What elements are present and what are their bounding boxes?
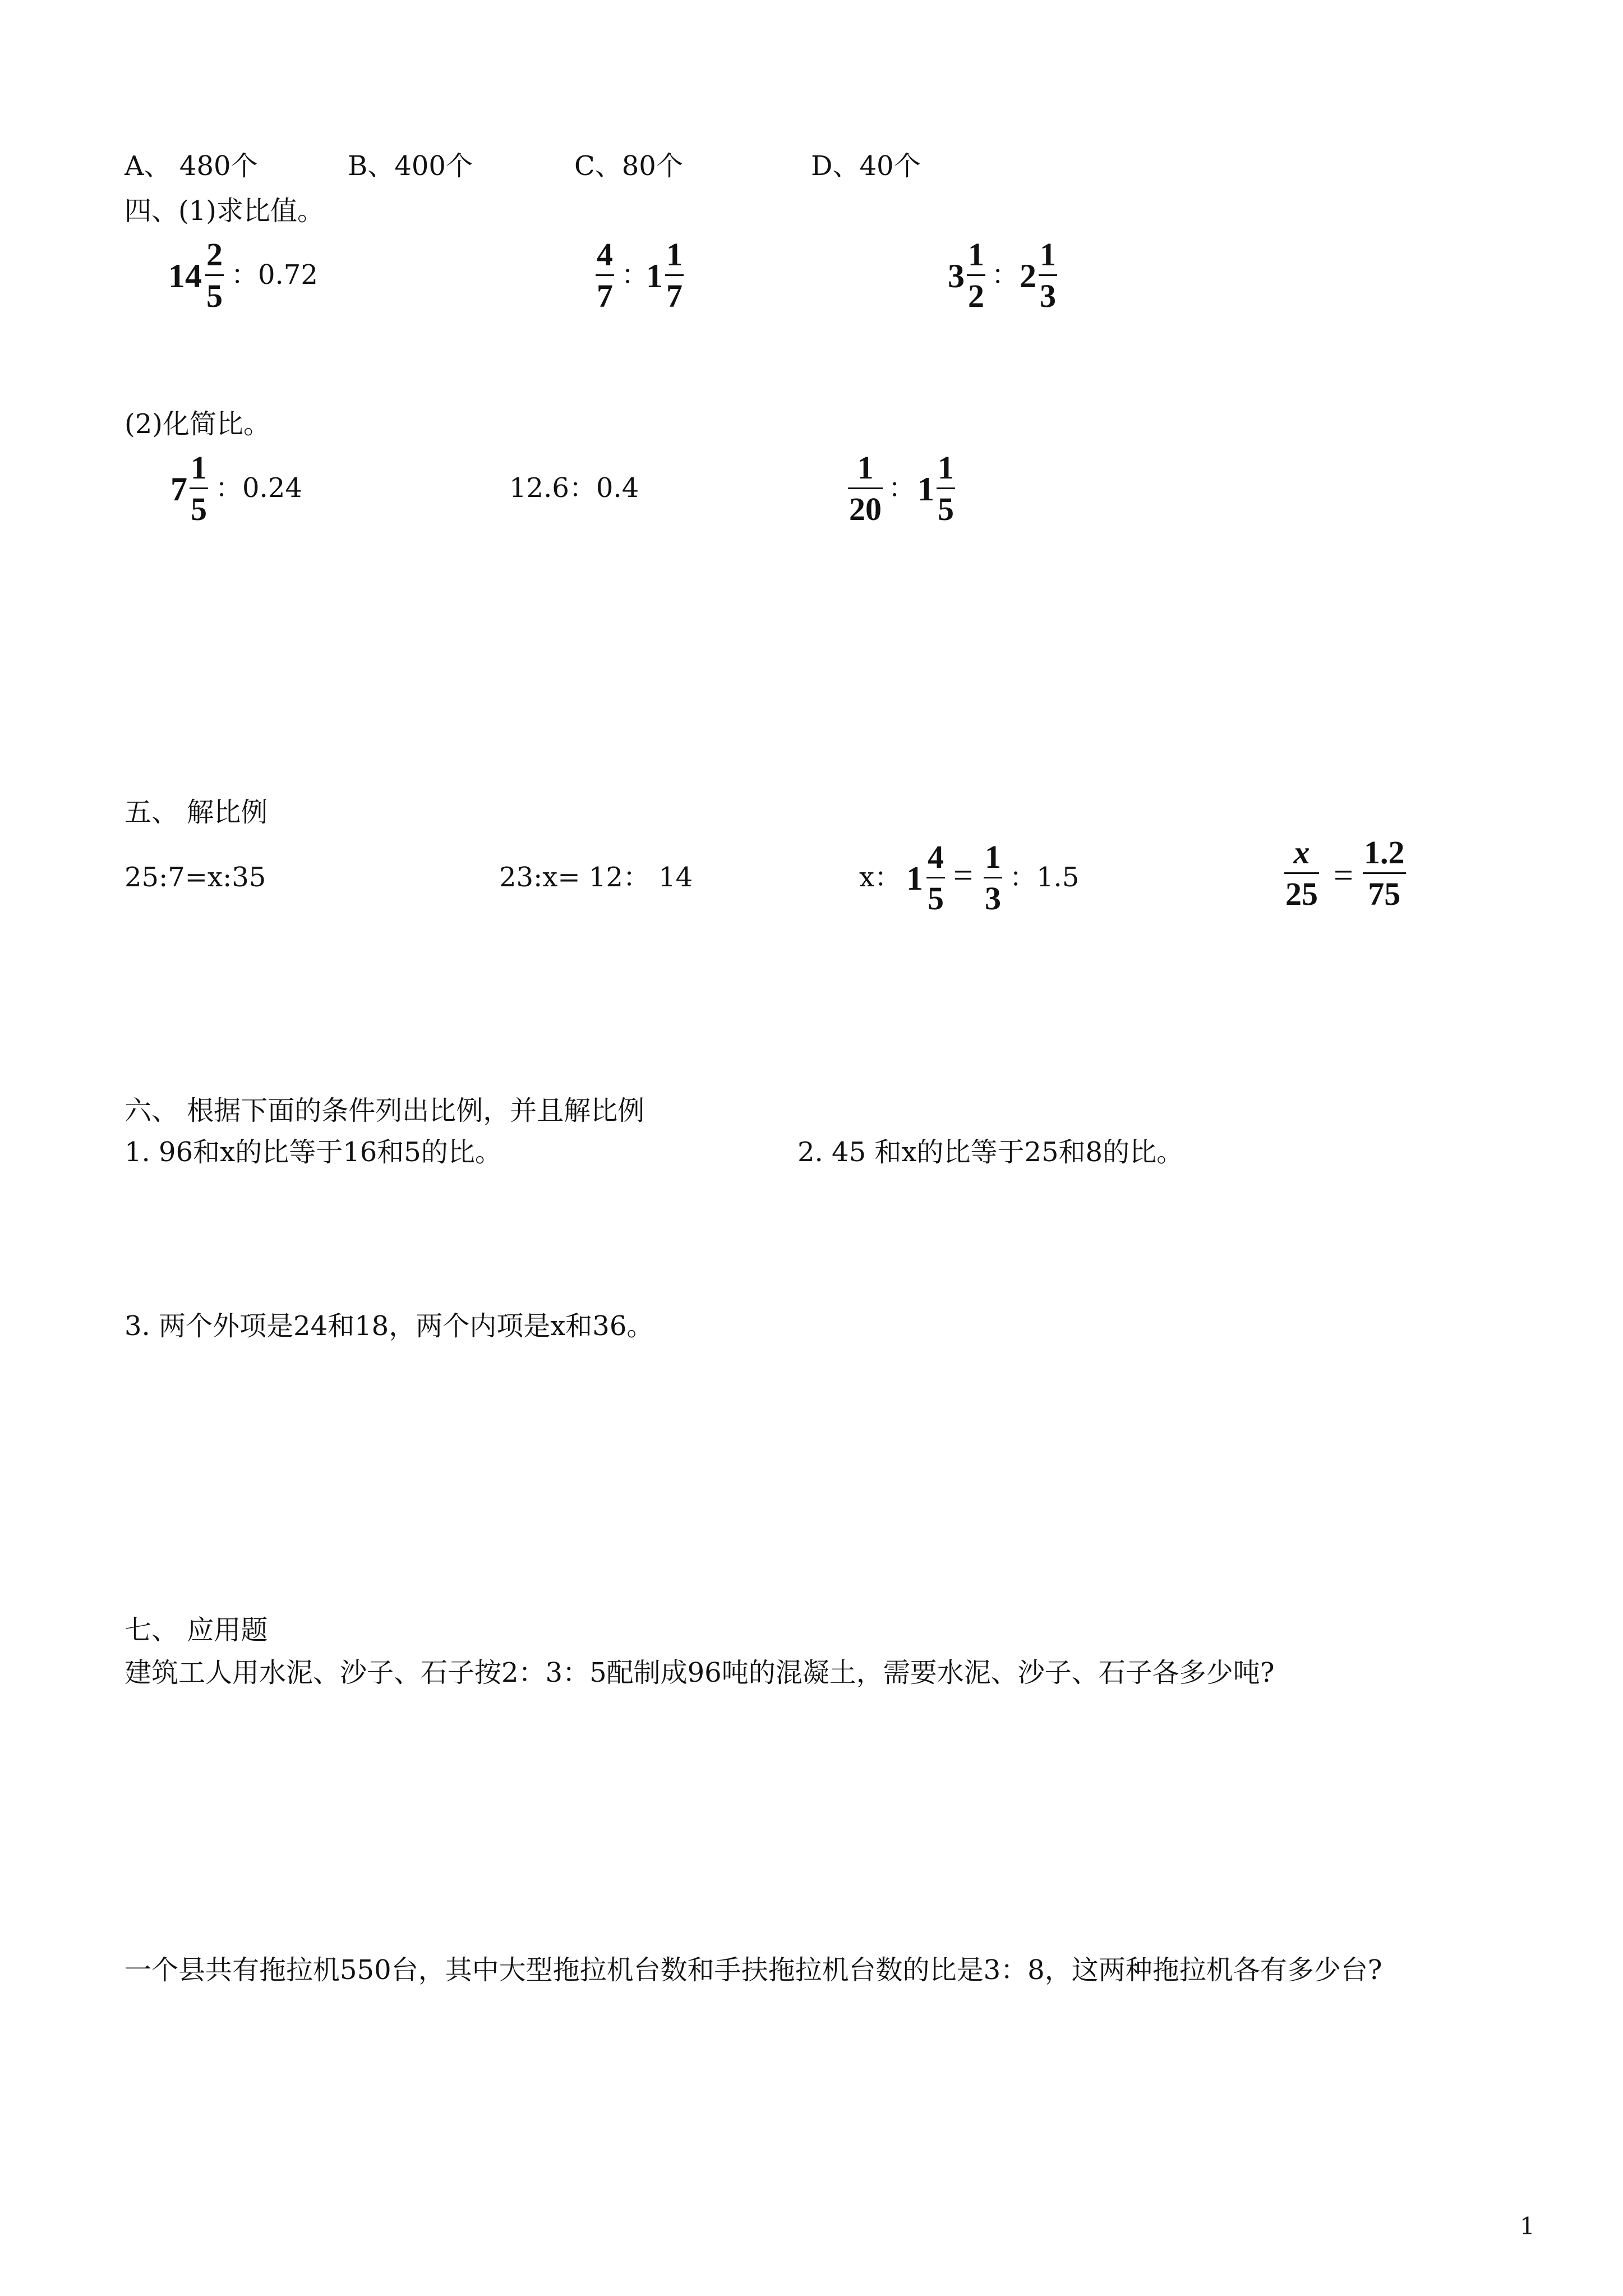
mixed-whole: 14 [168, 257, 202, 295]
denominator: 25 [1285, 876, 1318, 913]
fraction [1363, 834, 1406, 913]
fraction [937, 451, 955, 526]
option-d: D、40个 [811, 150, 921, 182]
numerator: 1 [191, 449, 207, 486]
numerator: x [1293, 834, 1310, 871]
fraction [848, 451, 883, 526]
numerator: 2 [206, 236, 223, 273]
denominator: 7 [597, 278, 613, 315]
section-5-heading: 五、 解比例 [125, 797, 268, 828]
denominator: 3 [985, 880, 1001, 917]
denominator: 5 [928, 880, 944, 917]
fraction-bar [848, 487, 883, 489]
fraction [967, 236, 985, 315]
denominator: 75 [1368, 876, 1401, 913]
fraction-bar [926, 877, 945, 878]
fraction [926, 840, 945, 915]
numerator: 1 [985, 839, 1001, 875]
denominator: 7 [666, 278, 683, 315]
numerator: 1.2 [1364, 834, 1405, 871]
numerator: 1 [857, 449, 874, 486]
option-c: C、80个 [574, 150, 683, 182]
ratio-rest: ：1.5 [1009, 862, 1080, 893]
fraction [596, 236, 614, 315]
word-problem-1: 建筑工人用水泥、沙子、石子按2：3：5配制成96吨的混凝土，需要水泥、沙子、石子各多少吨? [125, 1657, 1275, 1688]
numerator: 4 [928, 839, 944, 875]
fraction-bar [984, 877, 1002, 878]
numerator: 1 [666, 236, 683, 273]
denominator: 5 [191, 491, 207, 528]
fraction-bar [967, 274, 985, 276]
denominator: 5 [206, 278, 223, 315]
fraction-bar [1039, 274, 1057, 276]
section-6-heading: 六、 根据下面的条件列出比例，并且解比例 [125, 1095, 645, 1126]
proportion-eq-1: 25:7=x:35 [125, 862, 266, 893]
fraction [665, 236, 684, 315]
fraction-bar [190, 487, 208, 489]
fraction [1039, 236, 1057, 315]
fraction [190, 451, 208, 526]
option-b: B、400个 [348, 150, 473, 182]
equals-sign: = [953, 857, 973, 895]
question-1: 1. 96和x的比等于16和5的比。 [125, 1137, 502, 1168]
denominator: 3 [1040, 278, 1056, 315]
numerator: 1 [1040, 236, 1056, 273]
ratio-rest: ：0.72 [231, 259, 318, 291]
ratio-rest: ：0.24 [215, 472, 302, 504]
equals-sign: = [1334, 857, 1353, 895]
mixed-whole: 1 [906, 860, 923, 897]
proportion-eq-2: 23:x= 12： 14 [499, 862, 693, 893]
fraction-bar [596, 274, 614, 276]
denominator: 5 [938, 491, 954, 528]
ratio-separator: ： [992, 259, 1019, 291]
eq-prefix: x： [859, 862, 902, 893]
simplify-item-2: 12.6：0.4 [509, 472, 639, 504]
section-4-sub2-heading: (2)化简比。 [125, 408, 270, 440]
mixed-whole: 2 [1020, 257, 1036, 295]
fraction [1284, 834, 1319, 913]
word-problem-2: 一个县共有拖拉机550台，其中大型拖拉机台数和手扶拖拉机台数的比是3：8，这两种拖拉机各有多少台? [125, 1954, 1382, 1986]
section-4-heading: 四、(1)求比值。 [125, 195, 324, 227]
question-2: 2. 45 和x的比等于25和8的比。 [797, 1137, 1184, 1168]
ratio-separator: ： [621, 259, 649, 291]
fraction-bar [205, 274, 224, 276]
numerator: 4 [597, 236, 613, 273]
fraction [984, 840, 1002, 915]
numerator: 1 [938, 449, 954, 486]
fraction-bar [1363, 872, 1406, 874]
mixed-whole: 3 [948, 257, 965, 295]
denominator: 20 [849, 491, 882, 528]
ratio-separator: ： [888, 472, 916, 504]
option-a: A、 480个 [125, 150, 258, 182]
page-number: 1 [1520, 2212, 1535, 2240]
fraction-bar [665, 274, 684, 276]
fraction-bar [937, 487, 955, 489]
fraction [205, 236, 224, 315]
section-7-heading: 七、 应用题 [125, 1614, 268, 1646]
question-3: 3. 两个外项是24和18，两个内项是x和36。 [125, 1310, 654, 1342]
fraction-bar [1284, 872, 1319, 874]
mixed-whole: 1 [917, 471, 934, 508]
numerator: 1 [968, 236, 984, 273]
mixed-whole: 7 [170, 471, 187, 508]
denominator: 2 [968, 278, 984, 315]
mixed-whole: 1 [646, 257, 663, 295]
